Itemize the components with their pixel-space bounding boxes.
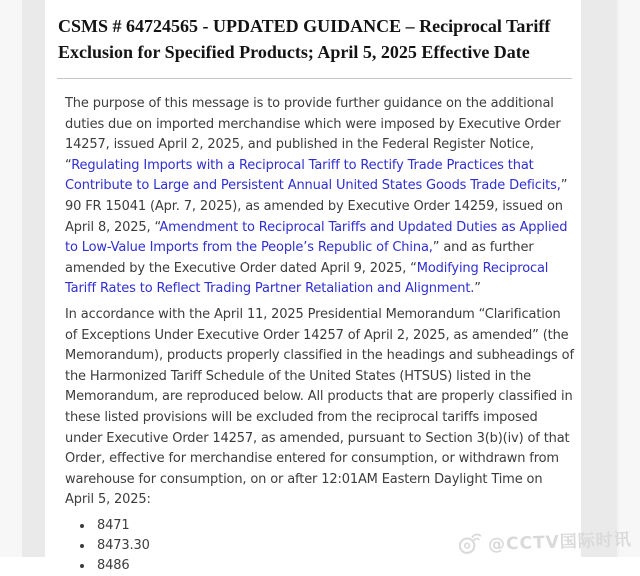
text-run: The purpose of this message is to provide further guidance on the additional duties due on imported merchandise which were imposed by Executive Order 14257, issued April 2, 2025, and published in the Federal Register Notice, “ (65, 96, 561, 173)
watermark-handle: @CCTV国际时讯 (488, 529, 633, 555)
body-paragraph (65, 94, 575, 300)
message-body (65, 94, 575, 576)
hts-code-item: • 8486 (94, 556, 575, 576)
text-run: In accordance with the April 11, 2025 Presidential Memorandum “Clarification of Exceptions Under Executive Order 14257 of April 2, 2025, as amended” (the Memorandum), products properly classified in the headings and subheadings of the Harmonized Tariff Schedule of the United States (HTSUS) listed in the Memorandum, are reproduced below. All products that are properly classified in these listed provisions will be excluded from the reciprocal tariffs imposed under Executive Order 14257, as amended, pursuant to Section 3(b)(iv) of that Order, effective for merchandise entered for consumption, or withdrawn from warehouse for consumption, on or after 12:01AM Eastern Daylight Time on April 5, 2025: (65, 306, 574, 508)
body-paragraphs (65, 94, 575, 511)
message-title: CSMS # 64724565 - UPDATED GUIDANCE – Reciprocal Tariff Exclusion for Specified Products; April 5, 2025 Effective Date (58, 16, 551, 62)
weibo-eye-logo-icon (457, 532, 484, 555)
text-run: ” and as further amended by the Executive Order dated April 9, 2025, “ (65, 240, 534, 276)
regulating-imports-link[interactable]: Regulating Imports with a Reciprocal Tariff to Rectify Trade Practices that Contribute to Large and Persistent Annual United States Goods Trade Deficits, (65, 157, 561, 194)
amendment-reciprocal-tariffs-link[interactable]: Amendment to Reciprocal Tariffs and Updated Duties as Applied to Low-Value Imports from the People’s Republic of China, (65, 219, 568, 256)
body-paragraph (65, 305, 575, 511)
hts-code-item: • 8471 (94, 516, 575, 536)
title-divider (57, 78, 572, 79)
left-gutter (22, 0, 45, 557)
message-card (45, 0, 581, 573)
hts-code-item: • 8473.30 (94, 536, 575, 556)
text-run: ” 90 FR 15041 (Apr. 7, 2025), as amended by Executive Order 14259, issued on April 8, 2025, “ (65, 178, 568, 235)
right-gutter (581, 0, 619, 557)
text-run: ” (474, 281, 481, 297)
modifying-reciprocal-tariff-rates-link[interactable]: Modifying Reciprocal Tariff Rates to Reflect Trading Partner Retaliation and Alignment. (65, 260, 549, 297)
